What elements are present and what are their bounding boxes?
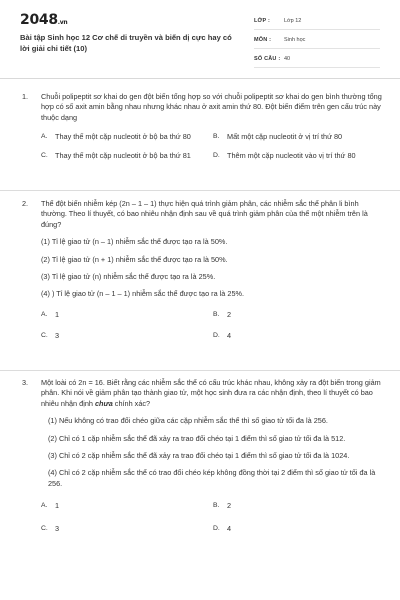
statement: (2) Chỉ có 1 cặp nhiễm sắc thể đã xảy ra trao đổi chéo tại 1 điểm thì số giao tử tối đa là 512. <box>48 433 346 443</box>
question-text: Thể đột biến nhiễm kép (2n – 1 – 1) thực hiện quá trình giảm phân, các nhiễm sắc thể phân li bình thường. Theo lí thuyết, có bao nhiêu nhận định sau về quá trình giảm phân của thể một nhiễm trên là đúng? <box>41 199 368 229</box>
statement: (4) Chỉ có 2 cặp nhiễm sắc thể có trao đổi chéo kép không đồng thời tại 2 điểm thì số giao tử tối đa là 256. <box>48 468 376 488</box>
option-b[interactable] <box>213 310 385 320</box>
question-divider <box>0 190 400 191</box>
option-c[interactable] <box>41 331 213 341</box>
option-letter: B. <box>213 133 220 141</box>
statement: (1) Nếu không có trao đổi chéo giữa các cặp nhiễm sắc thể thì số giao tử tối đa là 256. <box>48 416 328 426</box>
question-2 <box>22 199 382 342</box>
option-text: 2 <box>227 309 232 319</box>
question-number: 2. <box>22 199 29 208</box>
option-letter: B. <box>213 502 220 510</box>
logo-suffix: .vn <box>57 19 68 26</box>
option-b[interactable] <box>213 132 385 142</box>
answer-options <box>41 310 382 342</box>
option-a[interactable] <box>41 310 213 320</box>
meta-key: MÔN : <box>254 37 272 43</box>
question-number: 3. <box>22 378 29 387</box>
option-a[interactable] <box>41 501 213 511</box>
question-3 <box>22 378 382 534</box>
emphasized-word: chưa <box>94 398 113 408</box>
logo-main: 2048 <box>20 12 58 28</box>
option-d[interactable] <box>213 524 385 534</box>
option-letter: D. <box>213 524 220 532</box>
option-text: 4 <box>227 331 232 341</box>
meta-key: LỚP : <box>254 18 270 24</box>
option-text: 1 <box>55 501 60 511</box>
meta-value: Lớp 12 <box>284 18 302 24</box>
question-text-part: chính xác? <box>112 398 151 408</box>
question-number: 1. <box>22 92 29 101</box>
document-meta <box>254 13 380 68</box>
option-text: 3 <box>55 523 60 533</box>
option-text: Mất một cặp nucleotit ở vị trí thứ 80 <box>227 132 343 142</box>
option-text: Thay thế một cặp nucleotit ở bộ ba thứ 81 <box>55 150 191 160</box>
option-text: 2 <box>227 501 232 511</box>
option-letter: A. <box>41 502 48 510</box>
option-text: 4 <box>227 523 232 533</box>
meta-value: 40 <box>284 56 291 62</box>
option-letter: A. <box>41 310 48 318</box>
option-text: Thêm một cặp nucleotit vào vị trí thứ 80 <box>227 150 356 160</box>
question-text-part: Một loài có 2n = 16. Biết rằng các nhiễm sắc thể có cấu trúc khác nhau, không xảy ra đột biến trong giảm phân. Khi nói về giảm phân tạo thành giao tử, một học sinh đưa ra các nhận định, theo lí thuyết có bao nhiêu nhận định <box>41 378 381 408</box>
meta-key: SỐ CÂU : <box>254 56 281 62</box>
option-c[interactable] <box>41 151 213 161</box>
statement: (4) ) Tỉ lệ giao tử (n – 1 – 1) nhiễm sắc thể được tạo ra là 25%. <box>41 289 245 299</box>
document-header <box>0 0 400 79</box>
question-text: Chuỗi polipeptit sơ khai do gen đột biến tổng hợp so với chuỗi polipeptit sơ khai do gen bình thường tổng hợp có số axit amin bằng nhau nhưng khác nhau ở axit amin thứ 80. Đột biến điểm trên gen cấu trúc này thuộc dạng <box>41 92 382 122</box>
option-letter: C. <box>41 332 48 340</box>
option-letter: C. <box>41 151 48 159</box>
option-letter: D. <box>213 332 220 340</box>
meta-row-count <box>254 51 380 68</box>
option-letter: B. <box>213 310 220 318</box>
document-title: Bài tập Sinh học 12 Cơ chế di truyền và biến dị cực hay có lời giải chi tiết (10) <box>20 33 232 53</box>
meta-row-class <box>254 13 380 30</box>
statement: (3) Tỉ lệ giao tử (n) nhiễm sắc thể được tạo ra là 25%. <box>41 272 216 282</box>
option-d[interactable] <box>213 151 385 161</box>
statement: (1) Tỉ lệ giao tử (n – 1) nhiễm sắc thể được tạo ra là 50%. <box>41 237 228 247</box>
answer-options <box>41 501 382 534</box>
answer-options <box>41 132 382 161</box>
meta-row-subject <box>254 32 380 49</box>
option-letter: A. <box>41 133 48 141</box>
question-text <box>41 378 382 409</box>
question-divider <box>0 370 400 371</box>
option-text: 3 <box>55 331 60 341</box>
statement: (2) Tỉ lệ giao tử (n + 1) nhiễm sắc thể được tạo ra là 50%. <box>41 254 228 264</box>
option-text: Thay thế một cặp nucleotit ở bộ ba thứ 80 <box>55 132 191 142</box>
option-letter: D. <box>213 151 220 159</box>
meta-value: Sinh học <box>284 37 306 43</box>
option-c[interactable] <box>41 524 213 534</box>
question-1 <box>22 92 382 161</box>
option-a[interactable] <box>41 132 213 142</box>
option-letter: C. <box>41 524 48 532</box>
site-logo[interactable] <box>20 12 67 28</box>
option-text: 1 <box>55 309 60 319</box>
option-d[interactable] <box>213 331 385 341</box>
statement: (3) Chỉ có 2 cặp nhiễm sắc thể đã xảy ra trao đổi chéo tại 1 điểm thì số giao tử tối đa là 1024. <box>48 451 350 461</box>
option-b[interactable] <box>213 501 385 511</box>
